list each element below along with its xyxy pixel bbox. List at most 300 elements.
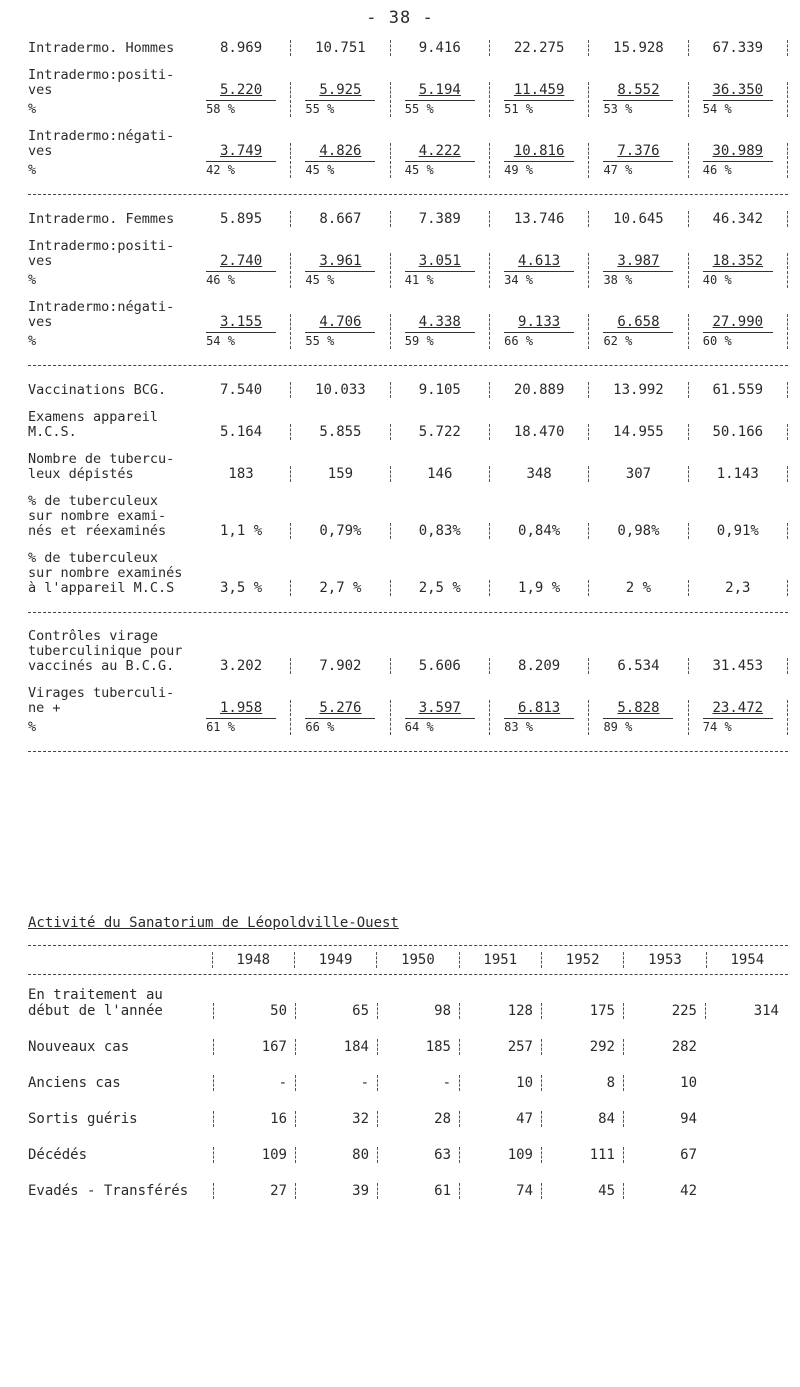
row-label xyxy=(28,129,192,159)
table-cell xyxy=(689,211,788,227)
table-cell: 42 xyxy=(623,1183,705,1199)
table-cell xyxy=(192,271,291,288)
table-cell xyxy=(490,700,589,716)
row-label xyxy=(28,629,192,674)
table-cell xyxy=(192,718,291,735)
row-label xyxy=(28,1147,213,1163)
cell-value: 4.338 xyxy=(418,314,461,330)
cell-value: 60 % xyxy=(703,332,773,349)
table-cell xyxy=(391,718,490,735)
table-cell xyxy=(391,40,490,56)
row-label-line: à l'appareil M.C.S xyxy=(28,580,175,596)
table-cell xyxy=(589,211,688,227)
cell-value: 11.459 xyxy=(513,82,565,98)
cell-value: 2,5 % xyxy=(418,580,461,596)
table-cell xyxy=(391,161,490,178)
cell-value: 4.706 xyxy=(319,314,362,330)
table-cell xyxy=(689,580,788,596)
table-cell: 61 xyxy=(377,1183,459,1199)
row-label-line: sur nombre examinés xyxy=(28,565,183,581)
cell-value: 9.133 xyxy=(518,314,561,330)
table-cell xyxy=(589,658,688,674)
cell-value: 5.276 xyxy=(319,700,362,716)
cell-value: 14.955 xyxy=(613,424,664,440)
table-cell: 111 xyxy=(541,1147,623,1163)
row-label xyxy=(28,494,192,539)
cell-value: 0,91% xyxy=(716,523,759,539)
table-row xyxy=(28,975,788,1019)
table-cell xyxy=(391,700,490,716)
table-cell xyxy=(391,382,490,398)
table-cell xyxy=(589,580,688,596)
cell-value: 31.453 xyxy=(712,658,764,674)
table-cell xyxy=(192,523,291,539)
table-cell: 314 xyxy=(705,1003,787,1019)
cell-value: 15.928 xyxy=(613,40,664,56)
cell-value: 8.209 xyxy=(518,658,561,674)
table-cell: 175 xyxy=(541,1003,623,1019)
table-row xyxy=(28,129,788,159)
cell-value: 1.958 xyxy=(220,700,263,716)
row-label-line: Nouveaux cas xyxy=(28,1039,130,1055)
row-label-line: Intradermo. Hommes xyxy=(28,40,175,56)
cell-value: 3,5 % xyxy=(220,580,263,596)
cell-value: 58 % xyxy=(206,100,276,117)
cell-value: 5.164 xyxy=(220,424,263,440)
cell-value: 6.658 xyxy=(617,314,660,330)
cell-value: 83 % xyxy=(504,718,574,735)
table-cell xyxy=(291,382,390,398)
row-label-line: Intradermo:négati- xyxy=(28,299,175,315)
cell-value: 2,3 xyxy=(725,580,751,596)
table-cell: 8 xyxy=(541,1075,623,1091)
row-label-line: Intradermo:positi- xyxy=(28,67,175,83)
table-cell xyxy=(291,332,390,349)
table-cell: 282 xyxy=(623,1039,705,1055)
sanatorium-title: Activité du Sanatorium de Léopoldville-Ouest xyxy=(28,915,399,931)
cell-value: 42 % xyxy=(206,161,276,178)
row-group xyxy=(28,382,788,613)
table-cell: 47 xyxy=(459,1111,541,1127)
table-cell: 32 xyxy=(295,1111,377,1127)
table-cell xyxy=(291,143,390,159)
row-label xyxy=(28,41,192,56)
cell-value: 59 % xyxy=(405,332,475,349)
row-label-line: vaccinés au B.C.G. xyxy=(28,658,175,674)
table-cell xyxy=(192,100,291,117)
table-cell xyxy=(391,424,490,440)
table-row xyxy=(28,332,788,349)
table-cell xyxy=(689,466,788,482)
cell-value: 46 % xyxy=(206,271,276,288)
table-cell xyxy=(291,718,390,735)
row-label-line: % xyxy=(28,333,37,349)
table-cell xyxy=(192,332,291,349)
cell-value: 1,9 % xyxy=(518,580,561,596)
row-label-line: ves xyxy=(28,82,53,98)
table-cell xyxy=(391,523,490,539)
table-row xyxy=(28,300,788,330)
row-label xyxy=(28,239,192,269)
table-cell xyxy=(490,40,589,56)
cell-value: 348 xyxy=(526,466,552,482)
table-row xyxy=(28,68,788,98)
row-label xyxy=(28,273,192,288)
row-label xyxy=(28,987,213,1019)
cell-value: 89 % xyxy=(603,718,673,735)
cell-value: 55 % xyxy=(405,100,475,117)
sanatorium-table xyxy=(28,945,788,1209)
cell-value: 146 xyxy=(427,466,453,482)
cell-value: 0,84% xyxy=(518,523,561,539)
table-cell xyxy=(589,143,688,159)
table-cell xyxy=(589,314,688,330)
table-cell xyxy=(689,382,788,398)
cell-value: 183 xyxy=(228,466,254,482)
cell-value: 7.902 xyxy=(319,658,362,674)
row-label-line: % de tuberculeux xyxy=(28,493,159,509)
table-cell xyxy=(689,314,788,330)
cell-value: 20.889 xyxy=(513,382,565,398)
cell-value: 36.350 xyxy=(712,82,764,98)
cell-value: 64 % xyxy=(405,718,475,735)
row-label-line: ves xyxy=(28,253,53,269)
cell-value: 38 % xyxy=(603,271,673,288)
row-label-line: Nombre de tubercu- xyxy=(28,451,175,467)
table-cell xyxy=(689,143,788,159)
table-cell: 98 xyxy=(377,1003,459,1019)
row-label-line: Examens appareil xyxy=(28,409,159,425)
table-cell xyxy=(490,100,589,117)
cell-value: 4.222 xyxy=(418,143,461,159)
cell-value: 10.751 xyxy=(315,40,366,56)
cell-value: 67.339 xyxy=(712,40,764,56)
year-header: 1948 xyxy=(212,952,294,968)
cell-value: 5.606 xyxy=(418,658,461,674)
cell-value: 307 xyxy=(625,466,652,482)
table-cell: 45 xyxy=(541,1183,623,1199)
table-cell xyxy=(391,314,490,330)
row-label xyxy=(28,68,192,98)
row-label-line: Anciens cas xyxy=(28,1075,121,1091)
year-header: 1951 xyxy=(459,952,541,968)
row-label-line: % xyxy=(28,719,37,735)
cell-value: 53 % xyxy=(603,100,673,117)
table-cell xyxy=(689,424,788,440)
table-cell xyxy=(291,40,390,56)
cell-value: 5.855 xyxy=(319,424,362,440)
table-cell xyxy=(490,314,589,330)
table-cell xyxy=(589,332,688,349)
table-cell: 292 xyxy=(541,1039,623,1055)
table-cell: 16 xyxy=(213,1111,295,1127)
table-cell xyxy=(490,271,589,288)
table-cell xyxy=(391,466,490,482)
cell-value: 2,7 % xyxy=(319,580,362,596)
cell-value: 2 % xyxy=(625,580,652,596)
cell-value: 10.816 xyxy=(513,143,565,159)
cell-value: 49 % xyxy=(504,161,574,178)
table-cell: 257 xyxy=(459,1039,541,1055)
row-label xyxy=(28,1039,213,1055)
table-cell: 65 xyxy=(295,1003,377,1019)
cell-value: 0,98% xyxy=(617,523,660,539)
table-cell xyxy=(589,40,688,56)
cell-value: 5.828 xyxy=(617,700,660,716)
table-cell xyxy=(490,161,589,178)
row-label-line: Décédés xyxy=(28,1147,88,1163)
table-cell xyxy=(291,658,390,674)
table-cell xyxy=(490,658,589,674)
table-row xyxy=(28,1173,788,1199)
table-cell xyxy=(490,523,589,539)
table-cell xyxy=(192,382,291,398)
table-cell xyxy=(490,382,589,398)
table-cell xyxy=(490,718,589,735)
cell-value: 61.559 xyxy=(712,382,764,398)
table-cell xyxy=(490,424,589,440)
row-label-line: nés et réexaminés xyxy=(28,523,167,539)
cell-value: 10.033 xyxy=(315,382,366,398)
cell-value: 66 % xyxy=(504,332,574,349)
cell-value: 62 % xyxy=(603,332,673,349)
cell-value: 0,83% xyxy=(418,523,461,539)
cell-value: 7.389 xyxy=(418,211,461,227)
row-label xyxy=(28,102,192,117)
table-cell: 225 xyxy=(623,1003,705,1019)
cell-value: 9.105 xyxy=(418,382,461,398)
table-cell xyxy=(589,466,688,482)
table-cell xyxy=(192,161,291,178)
table-cell xyxy=(192,82,291,98)
cell-value: 3.051 xyxy=(418,253,461,269)
cell-value: 55 % xyxy=(305,332,375,349)
table-cell: 167 xyxy=(213,1039,295,1055)
cell-value: 61 % xyxy=(206,718,276,735)
table-row xyxy=(28,1065,788,1091)
row-label xyxy=(28,1075,213,1091)
cell-value: 3.749 xyxy=(220,143,263,159)
row-label-line: Intradermo. Femmes xyxy=(28,211,175,227)
table-cell xyxy=(192,211,291,227)
row-label-line: % xyxy=(28,101,37,117)
row-group xyxy=(28,211,788,366)
table-cell xyxy=(689,718,788,735)
cell-value: 7.376 xyxy=(617,143,660,159)
table-cell xyxy=(689,658,788,674)
table-cell xyxy=(291,580,390,596)
table-cell: 109 xyxy=(213,1147,295,1163)
cell-value: 4.613 xyxy=(518,253,561,269)
cell-value: 23.472 xyxy=(712,700,764,716)
table-cell xyxy=(490,211,589,227)
row-label-line: Virages tuberculi- xyxy=(28,685,175,701)
row-label-line: % de tuberculeux xyxy=(28,550,159,566)
row-label-line: % xyxy=(28,272,37,288)
table-cell xyxy=(391,253,490,269)
table-cell xyxy=(192,580,291,596)
cell-value: 5.925 xyxy=(319,82,362,98)
table-cell xyxy=(291,211,390,227)
table-cell: - xyxy=(377,1075,459,1091)
cell-value: 51 % xyxy=(504,100,574,117)
table-cell xyxy=(589,718,688,735)
page-number: - 38 - xyxy=(366,8,434,28)
table-cell xyxy=(689,271,788,288)
table-cell xyxy=(689,40,788,56)
table-cell xyxy=(192,658,291,674)
table-cell xyxy=(689,161,788,178)
row-label xyxy=(28,1183,213,1199)
table-cell xyxy=(391,211,490,227)
table-cell xyxy=(689,523,788,539)
table-cell: 84 xyxy=(541,1111,623,1127)
table-cell xyxy=(391,143,490,159)
cell-value: 45 % xyxy=(305,271,375,288)
table-cell xyxy=(589,271,688,288)
cell-value: 54 % xyxy=(703,100,773,117)
cell-value: 41 % xyxy=(405,271,475,288)
table-row xyxy=(28,211,788,227)
table-row xyxy=(28,629,788,674)
table-row xyxy=(28,1029,788,1055)
table-cell: 10 xyxy=(459,1075,541,1091)
table-cell xyxy=(291,82,390,98)
cell-value: 30.989 xyxy=(712,143,764,159)
table-cell xyxy=(589,523,688,539)
cell-value: 22.275 xyxy=(513,40,565,56)
table-cell xyxy=(589,82,688,98)
table-cell: 184 xyxy=(295,1039,377,1055)
year-header-row xyxy=(28,946,788,975)
table-cell xyxy=(291,424,390,440)
cell-value: 4.826 xyxy=(319,143,362,159)
row-label-line: ves xyxy=(28,143,53,159)
row-label xyxy=(28,720,192,735)
row-label-line: Intradermo:positi- xyxy=(28,238,175,254)
cell-value: 34 % xyxy=(504,271,574,288)
cell-value: 27.990 xyxy=(712,314,764,330)
cell-value: 5.220 xyxy=(220,82,263,98)
table-cell xyxy=(192,466,291,482)
row-group xyxy=(28,629,788,752)
row-label-line: En traitement au xyxy=(28,987,163,1003)
cell-value: 45 % xyxy=(405,161,475,178)
cell-value: 47 % xyxy=(603,161,673,178)
table-row xyxy=(28,239,788,269)
cell-value: 45 % xyxy=(305,161,375,178)
row-group xyxy=(28,40,788,195)
cell-value: 50.166 xyxy=(712,424,764,440)
cell-value: 3.961 xyxy=(319,253,362,269)
table-cell xyxy=(391,271,490,288)
table-cell: 50 xyxy=(213,1003,295,1019)
table-cell xyxy=(391,332,490,349)
row-label xyxy=(28,334,192,349)
cell-value: 6.534 xyxy=(617,658,660,674)
table-cell xyxy=(490,253,589,269)
cell-value: 10.645 xyxy=(613,211,664,227)
row-label xyxy=(28,212,192,227)
table-cell xyxy=(689,700,788,716)
table-row xyxy=(28,494,788,539)
table-cell xyxy=(192,314,291,330)
table-cell xyxy=(589,382,688,398)
row-label xyxy=(28,686,192,716)
table-cell xyxy=(490,82,589,98)
table-cell xyxy=(689,82,788,98)
row-label-line: ves xyxy=(28,314,53,330)
table-cell xyxy=(291,466,390,482)
row-label-line: Evadés - Transférés xyxy=(28,1183,189,1199)
row-label xyxy=(28,1111,213,1127)
row-label-line: début de l'année xyxy=(28,1003,163,1019)
table-row xyxy=(28,452,788,482)
cell-value: 3.597 xyxy=(418,700,461,716)
table-cell xyxy=(391,82,490,98)
table-cell: - xyxy=(295,1075,377,1091)
table-cell xyxy=(689,332,788,349)
cell-value: 6.813 xyxy=(518,700,561,716)
cell-value: 66 % xyxy=(305,718,375,735)
row-label-line: Intradermo:négati- xyxy=(28,128,175,144)
row-label xyxy=(28,551,192,596)
table-cell xyxy=(490,332,589,349)
table-row xyxy=(28,382,788,398)
table-cell xyxy=(291,271,390,288)
table-cell xyxy=(192,424,291,440)
row-label-line: Sortis guéris xyxy=(28,1111,138,1127)
cell-value: 1.143 xyxy=(716,466,759,482)
row-label-line: Contrôles virage xyxy=(28,628,159,644)
cell-value: 3.987 xyxy=(617,253,660,269)
table-cell: 10 xyxy=(623,1075,705,1091)
year-header: 1952 xyxy=(541,952,623,968)
table-cell xyxy=(689,253,788,269)
table-row xyxy=(28,40,788,56)
table-cell: 109 xyxy=(459,1147,541,1163)
cell-value: 2.740 xyxy=(220,253,263,269)
cell-value: 8.667 xyxy=(319,211,362,227)
table-cell: 39 xyxy=(295,1183,377,1199)
row-label-line: Vaccinations BCG. xyxy=(28,382,167,398)
table-cell xyxy=(391,100,490,117)
table-row xyxy=(28,551,788,596)
table-row xyxy=(28,718,788,735)
year-header: 1950 xyxy=(376,952,458,968)
table-row xyxy=(28,161,788,178)
cell-value: 74 % xyxy=(703,718,773,735)
table-cell xyxy=(689,100,788,117)
cell-value: 46 % xyxy=(703,161,773,178)
cell-value: 54 % xyxy=(206,332,276,349)
row-label-line: tuberculinique pour xyxy=(28,643,183,659)
cell-value: 18.470 xyxy=(513,424,565,440)
table-cell xyxy=(589,424,688,440)
table-cell xyxy=(391,658,490,674)
table-row xyxy=(28,100,788,117)
table-row xyxy=(28,686,788,716)
table-cell: 27 xyxy=(213,1183,295,1199)
table-cell: 185 xyxy=(377,1039,459,1055)
cell-value: 13.992 xyxy=(613,382,664,398)
table-cell xyxy=(192,700,291,716)
year-header: 1949 xyxy=(294,952,376,968)
table-cell xyxy=(291,253,390,269)
table-cell: 80 xyxy=(295,1147,377,1163)
cell-value: 5.722 xyxy=(418,424,461,440)
cell-value: 18.352 xyxy=(712,253,764,269)
